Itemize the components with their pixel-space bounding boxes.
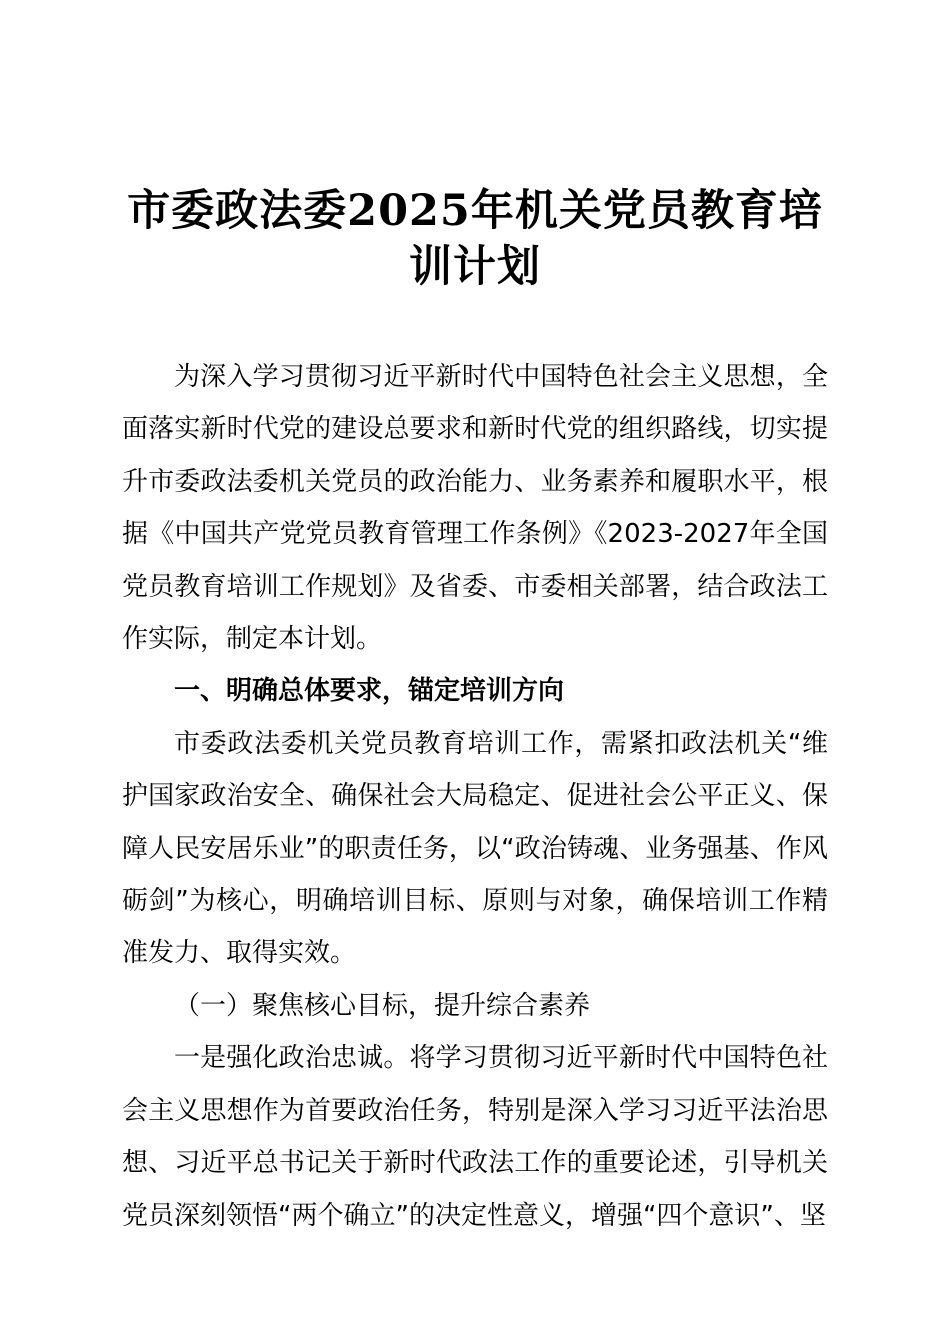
paragraph-section-1-overview: 市委政法委机关党员教育培训工作，需紧扣政法机关“维护国家政治安全、确保社会大局稳定、促进社会公平正义、保障人民安居乐业”的职责任务，以“政治铸魂、业务强基、作风砺剑”为核心，明确培训目标、原则与对象，确保培训工作精准发力、取得实效。 bbox=[122, 728, 828, 969]
subsection-heading-1-1: （一）聚焦核心目标，提升综合素养 bbox=[174, 990, 591, 1021]
document-content bbox=[122, 183, 828, 1242]
paragraph-intro: 为深入学习贯彻习近平新时代中国特色社会主义思想，全面落实新时代党的建设总要求和新时代党的组织路线，切实提升市委政法委机关党员的政治能力、业务素养和履职水平，根据《中国共产党党员教育管理工作条例》《2023-2027年全国党员教育培训工作规划》及省委、市委相关部署，结合政法工作实际，制定本计划。 bbox=[122, 362, 828, 655]
paragraph-subsection-1-1: 一是强化政治忠诚。将学习贯彻习近平新时代中国特色社会主义思想作为首要政治任务，特别是深入学习习近平法治思想、习近平总书记关于新时代政法工作的重要论述，引导机关党员深刻领悟“两个确立”的决定性意义，增强“四个意识”、坚 bbox=[122, 1043, 828, 1231]
section-heading-1: 一、明确总体要求，锚定培训方向 bbox=[174, 676, 565, 707]
document-title: 市委政法委2025年机关党员教育培训计划 bbox=[127, 186, 823, 292]
